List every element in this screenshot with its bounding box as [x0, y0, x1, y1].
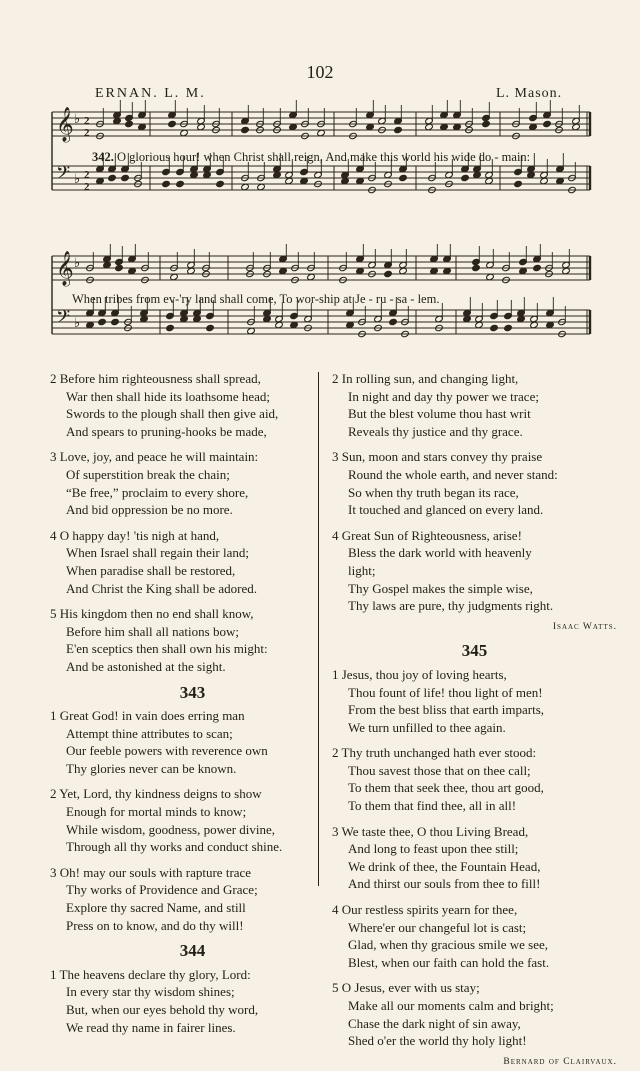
verse-line: Make all our moments calm and bright;	[348, 998, 554, 1013]
hymn-344-verse	[332, 370, 617, 440]
svg-text:2: 2	[84, 115, 90, 127]
author-bernard: Bernard of Clairvaux.	[503, 1056, 617, 1067]
verse-line: 2 Yet, Lord, thy kindness deigns to show	[50, 786, 262, 802]
verse-line: In night and day thy power we trace;	[348, 388, 539, 404]
hymn-number-345: 345	[461, 641, 488, 661]
hymn-345-verse	[332, 823, 617, 893]
verse-line: Thou savest those that on thee call;	[348, 762, 531, 778]
left-column	[50, 370, 335, 1044]
verse-line: 1 Great God! in vain does erring man	[50, 708, 245, 724]
verse-line: 3 Oh! may our souls with rapture trace	[50, 864, 252, 880]
author-watts: Isaac Watts.	[552, 621, 617, 632]
svg-text:𝄞: 𝄞	[56, 107, 74, 142]
verse-line: 3 We taste thee, O thou Living Bread,	[332, 823, 529, 839]
verse-line: 5 His kingdom then no end shall know,	[50, 606, 254, 622]
verse-line: We drink of thee, the Fountain Head,	[348, 858, 541, 874]
verse-line: Blest, when our faith can hold the fast.	[348, 954, 550, 970]
tune-name: ERNAN. L. M.	[95, 86, 206, 101]
svg-text:♭: ♭	[74, 112, 81, 127]
verse-line: But the blest volume thou hast writ	[348, 406, 531, 422]
svg-text:𝄢: 𝄢	[56, 307, 71, 332]
hymn-344-verses-left	[50, 966, 335, 1036]
verse-line: Our feeble powers with reverence own	[66, 743, 268, 759]
verse-line: Reveals thy justice and thy grace.	[348, 423, 523, 439]
verse-line: Thy laws are pure, thy judgments right.	[348, 598, 554, 614]
verse-line: Shed o'er the world thy holy light!	[348, 1033, 527, 1049]
lyric-text-1: O glorious hour! when Christ shall reign, And make this world his wide do - main:	[117, 150, 531, 164]
page-number: 102	[306, 62, 334, 82]
hymn-number-344: 344	[179, 941, 206, 961]
verse-line: To them that find thee, all in all!	[348, 798, 517, 814]
verse-line: Thy Gospel makes the simple wise,	[348, 580, 533, 596]
verse-line: And spears to pruning-hooks be made,	[66, 423, 267, 439]
verse-line: 4 Great Sun of Righteousness, arise!	[332, 527, 522, 543]
verse-line: While wisdom, goodness, power divine,	[66, 821, 276, 837]
verse-line: We turn unfilled to thee again.	[348, 719, 506, 735]
hymn-342-verse	[50, 370, 335, 440]
verse-line: Attempt thine attributes to scan;	[66, 725, 233, 741]
hymn-342-verse	[50, 527, 335, 597]
verse-line: Thy glories never can be known.	[66, 760, 237, 776]
composer-name: L. Mason.	[496, 86, 563, 101]
verse-line: 4 Our restless spirits yearn for thee,	[332, 902, 518, 918]
svg-text:𝄢: 𝄢	[56, 163, 71, 188]
hymn-343-verses	[50, 707, 335, 934]
verse-line: 1 Jesus, thou joy of loving hearts,	[332, 666, 507, 682]
verse-line: When paradise shall be restored,	[66, 562, 236, 578]
verse-line: 2 Thy truth unchanged hath ever stood:	[332, 745, 537, 761]
hymn-343-verse	[50, 864, 335, 934]
lyric-line-2: When tribes from ev-'ry land shall come, To wor-ship at Je - ru - sa - lem.	[72, 292, 440, 306]
verse-line: Before him shall all nations bow;	[66, 623, 239, 639]
hymn-343-verse	[50, 785, 335, 855]
verse-line: 4 O happy day! 'tis nigh at hand,	[50, 527, 220, 543]
hymn-344-verses-right	[332, 370, 617, 615]
verse-line: In every star thy wisdom shines;	[66, 984, 235, 1000]
hymn-number-342: 342.	[92, 150, 114, 164]
verse-line: Glad, when thy gracious smile we see,	[348, 937, 549, 953]
verse-line: To them that seek thee, thou art good,	[348, 780, 544, 796]
hymn-342-verse	[50, 605, 335, 675]
verse-line: Explore thy sacred Name, and still	[66, 900, 246, 916]
lyric-line-1	[92, 150, 530, 165]
right-column	[332, 370, 617, 1071]
verse-line: And Christ the King shall be adored.	[66, 580, 257, 596]
verse-line: And thirst our souls from thee to fill!	[348, 876, 541, 892]
verse-line: And be astonished at the sight.	[66, 658, 226, 674]
verse-line: Thou fount of life! thou light of men!	[348, 684, 543, 700]
verse-line: But, when our eyes behold thy word,	[66, 1002, 259, 1017]
verse-line: Of superstition break the chain;	[66, 466, 230, 482]
verse-line: 1 The heavens declare thy glory, Lord:	[50, 966, 251, 982]
svg-text:2: 2	[84, 181, 90, 193]
verse-line: And long to feast upon thee still;	[348, 841, 519, 857]
verse-line: 3 Love, joy, and peace he will maintain:	[50, 449, 259, 465]
verse-line: Thy works of Providence and Grace;	[66, 882, 258, 898]
verse-line: Bless the dark world with heavenly	[348, 545, 532, 561]
verse-line: When Israel shall regain their land;	[66, 545, 250, 561]
svg-text:♭: ♭	[74, 256, 81, 271]
verse-line: Chase the dark night of sin away,	[348, 1015, 521, 1031]
verse-line: From the best bliss that earth imparts,	[348, 702, 545, 718]
hymn-344-verse	[332, 527, 617, 615]
verse-line: Press on to know, and do thy will!	[66, 917, 244, 933]
verse-line: War then shall hide its loathsome head;	[66, 388, 271, 404]
hymn-342-verses	[50, 370, 335, 676]
hymn-345-verse	[332, 979, 617, 1049]
verse-line: Where'er our changeful lot is cast;	[348, 919, 527, 935]
hymn-344-verse	[332, 448, 617, 518]
svg-text:2: 2	[84, 127, 90, 139]
svg-text:♭: ♭	[74, 172, 81, 187]
hymn-342-verse	[50, 448, 335, 518]
hymn-345-verse	[332, 744, 617, 814]
verse-line: 2 Before him righteousness shall spread,	[50, 371, 261, 386]
verse-line: Enough for mortal minds to know;	[66, 804, 247, 820]
hymn-343-verse	[50, 707, 335, 777]
verse-line: Swords to the plough shall then give aid,	[66, 406, 279, 422]
svg-text:♭: ♭	[74, 316, 81, 331]
hymn-345-verses	[332, 666, 617, 1050]
verse-line: It touched and glanced on every land.	[348, 502, 544, 518]
verse-line: So when thy truth began its race,	[348, 484, 519, 500]
verse-line: 2 In rolling sun, and changing light,	[332, 371, 519, 386]
verse-line: 3 Sun, moon and stars convey thy praise	[332, 449, 543, 465]
hymn-344-verse	[50, 966, 335, 1036]
verse-line: light;	[348, 562, 376, 578]
verse-line: Round the whole earth, and never stand:	[348, 466, 558, 482]
verse-line: 5 O Jesus, ever with us stay;	[332, 980, 480, 996]
verse-line: And bid oppression be no more.	[66, 502, 233, 518]
verse-line: We read thy name in fairer lines.	[66, 1019, 236, 1035]
svg-text:𝄞: 𝄞	[56, 251, 74, 286]
hymn-345-verse	[332, 666, 617, 736]
verse-line: Through all thy works and conduct shine.	[66, 839, 283, 855]
verse-line: “Be free,” proclaim to every shore,	[66, 484, 249, 500]
hymn-number-343: 343	[179, 682, 206, 702]
verse-line: E'en sceptics then shall own his might:	[66, 641, 268, 657]
svg-text:2: 2	[84, 169, 90, 181]
